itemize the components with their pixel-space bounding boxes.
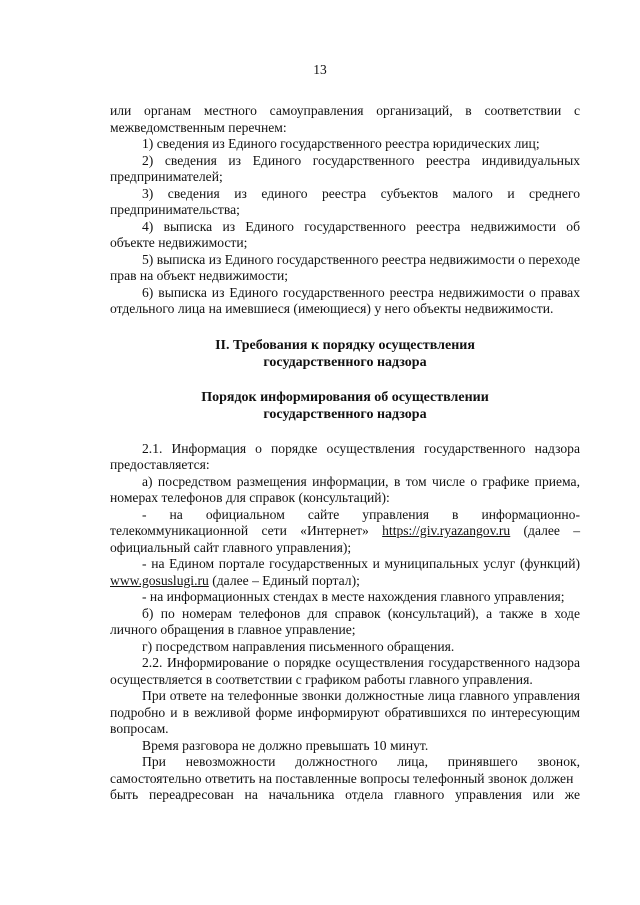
list-item-2: 2) сведения из Единого государственного реестра индивидуальных предпринимателей; [110,152,580,184]
paragraph-redirect-tail: быть переадресован на начальника отдела главного управления или же [110,787,580,802]
list-item-3: 3) сведения из единого реестра субъектов малого и среднего предпринимательства; [110,185,580,217]
section-heading-line2: государственного надзора [263,354,427,370]
page-number: 13 [313,62,327,77]
list-item-1: 1) сведения из Единого государственного реестра юридических лиц; [142,136,540,151]
subsection-heading-line1: Порядок информирования об осуществлении [201,389,489,405]
portal-suffix: (далее – Единый портал); [212,572,360,588]
paragraph-a: а) посредством размещения информации, в том числе о графике приема, номерах телефонов для справок (консультаций): [110,473,580,505]
section-heading [110,337,580,371]
portal-link[interactable]: www.gosuslugi.ru [110,572,209,588]
paragraph-intro: или органам местного самоуправления организаций, в соответствии с межведомственным перечнем: [110,103,580,135]
document-body [110,103,580,804]
paragraph-g: г) посредством направления письменного обращения. [142,638,455,654]
list-item-6: 6) выписка из Единого государственного реестра недвижимости о правах отдельного лица на имевшиеся (имеющиеся) у него объекты недвижимости. [110,284,580,316]
official-site-suffix: (далее – официальный сайт главного управления); [110,523,580,555]
paragraph-portal [110,556,580,589]
paragraph-official-site [110,507,580,557]
paragraph-b: б) по номерам телефонов для справок (консультаций), а также в ходе личного обращения в главное управление; [110,605,580,637]
section-heading-line1: II. Требования к порядку осуществления [215,337,475,353]
paragraph-phone-answers: При ответе на телефонные звонки должностные лица главного управления подробно и в вежливой форме информируют обратившихся по интересующим вопросам. [110,688,580,736]
paragraph-call-time: Время разговора не должно превышать 10 минут. [142,737,429,753]
paragraph-stands: - на информационных стендах в месте нахождения главного управления; [142,589,565,604]
paragraph-2-1: 2.1. Информация о порядке осуществления государственного надзора предоставляется: [110,440,580,472]
portal-text: - на Едином портале государственных и муниципальных услуг (функций) [142,556,580,571]
official-site-link[interactable]: https://giv.ryazangov.ru [382,523,511,538]
list-item-4: 4) выписка из Единого государственного реестра недвижимости об объекте недвижимости; [110,218,580,250]
paragraph-2-2: 2.2. Информирование о порядке осуществления государственного надзора осуществляется в соответствии с графиком работы главного управления. [110,655,580,687]
official-site-text: - на официальном сайте управления в информационно-телекоммуникационной сети «Интернет» [110,506,580,538]
list-item-5: 5) выписка из Единого государственного реестра недвижимости о переходе прав на объект недвижимости; [110,251,580,283]
paragraph-redirect: При невозможности должностного лица, принявшего звонок, самостоятельно ответить на поставленные вопросы телефонный звонок должен [110,754,580,786]
subsection-heading-line2: государственного надзора [263,406,427,422]
subsection-heading [110,389,580,423]
